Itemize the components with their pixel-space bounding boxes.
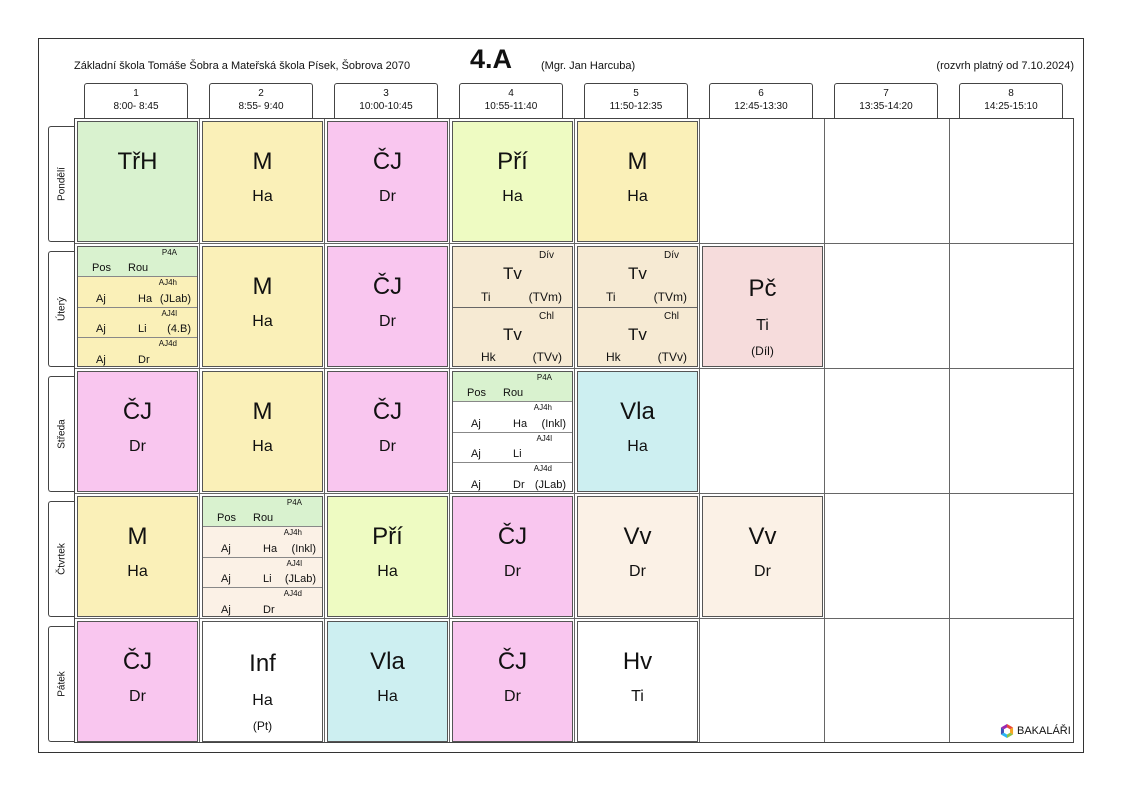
period-time: 13:35-14:20 (859, 101, 913, 112)
group-lesson[interactable] (78, 277, 197, 307)
lesson-card[interactable] (327, 371, 448, 492)
lesson-teacher: Ha (252, 313, 273, 330)
school-name: Základní škola Tomáše Šobra a Mateřská škola Písek, Šobrova 2070 (74, 60, 411, 72)
class-teacher: (Mgr. Jan Harcuba) (541, 60, 636, 72)
grid-cell (700, 619, 825, 742)
grid-cell (700, 119, 825, 244)
lesson-card[interactable] (327, 246, 448, 367)
period-header-3 (334, 83, 438, 118)
group-name: Dív (539, 250, 554, 261)
lesson-card[interactable] (202, 121, 323, 242)
lesson-subject: Tv (503, 264, 522, 283)
lesson-teacher: Ha (127, 563, 148, 580)
lesson-subject: Vv (748, 523, 777, 550)
grid-cell (700, 369, 825, 494)
grid-cell (950, 494, 1073, 619)
lesson-teacher: Ha (377, 563, 398, 580)
group-name: AJ4d (158, 338, 177, 348)
lesson-teacher: Ha (377, 688, 398, 705)
lesson-teacher: Ti (481, 290, 491, 304)
lesson-teacher: Li (263, 572, 272, 585)
group-name: AJ4d (533, 463, 552, 473)
lesson-teacher: Dr (129, 688, 146, 705)
bakalari-hexagon-icon (1000, 723, 1014, 739)
period-number: 5 (633, 88, 639, 99)
lesson-subject: M (627, 148, 648, 175)
lesson-room: (JLab) (534, 479, 566, 491)
lesson-room: (TVv) (657, 350, 687, 364)
lesson-subject: Pří (372, 523, 403, 550)
lesson-teacher: Li (513, 447, 522, 460)
lesson-subject: Hv (622, 648, 653, 675)
lesson-subject: Aj (471, 417, 481, 430)
lesson-subject: Pč (748, 275, 777, 302)
period-time: 8:00- 8:45 (113, 101, 159, 112)
period-time: 8:55- 9:40 (238, 101, 284, 112)
lesson-room: (TVv) (532, 350, 562, 364)
lesson-teacher: Ha (252, 692, 273, 709)
period-header-6 (709, 83, 813, 118)
group-lesson[interactable] (453, 463, 572, 492)
lesson-teacher: Dr (629, 563, 646, 580)
day-label-4 (48, 501, 74, 617)
grid-cell (950, 369, 1073, 494)
lesson-card[interactable] (452, 496, 573, 617)
lesson-card[interactable] (77, 621, 198, 742)
lesson-card[interactable] (452, 121, 573, 242)
group-lesson[interactable] (203, 588, 322, 617)
lesson-room: (JLab) (284, 572, 316, 585)
lesson-subject: ČJ (497, 523, 528, 550)
period-number: 1 (133, 88, 139, 99)
lesson-subject: ČJ (497, 648, 528, 675)
lesson-subject: Aj (96, 292, 106, 305)
lesson-room: (Inkl) (541, 417, 566, 430)
lesson-room: (Inkl) (291, 542, 316, 555)
group-lesson[interactable] (453, 402, 572, 432)
day-name: Pondělí (56, 167, 67, 201)
group-name: P4A (161, 248, 177, 257)
lesson-teacher: Ti (756, 317, 769, 334)
day-name: Čtvrtek (56, 543, 67, 575)
validity-note: (rozvrh platný od 7.10.2024) (936, 60, 1074, 72)
lesson-teacher: Hk (481, 350, 496, 364)
lesson-card[interactable] (577, 371, 698, 492)
period-number: 6 (758, 88, 764, 99)
group-name: AJ4l (286, 558, 302, 568)
lesson-subject: Tv (628, 264, 647, 283)
period-header-4 (459, 83, 563, 118)
lesson-card[interactable] (577, 621, 698, 742)
lesson-card[interactable] (202, 496, 323, 617)
group-name: AJ4l (161, 308, 177, 318)
group-name: AJ4h (283, 528, 302, 538)
lesson-card[interactable] (577, 121, 698, 242)
lesson-teacher: Dr (129, 438, 146, 455)
lesson-subject: Pos (92, 262, 111, 275)
lesson-subject: Pos (217, 512, 236, 525)
day-name: Pátek (56, 671, 67, 697)
lesson-card[interactable] (77, 246, 198, 367)
lesson-subject: ČJ (372, 273, 403, 300)
lesson-room: (Díl) (751, 344, 774, 358)
lesson-half[interactable] (453, 307, 572, 367)
lesson-card[interactable] (202, 621, 323, 742)
lesson-subject: Tv (503, 325, 522, 344)
lesson-subject: Vla (370, 648, 405, 675)
group-lesson[interactable] (203, 527, 322, 557)
lesson-teacher: Dr (504, 563, 521, 580)
day-name: Středa (56, 419, 67, 449)
group-name: P4A (286, 498, 302, 507)
lesson-teacher: Dr (138, 354, 150, 366)
grid-cell (950, 244, 1073, 369)
lesson-half[interactable] (578, 307, 697, 367)
lesson-card[interactable] (577, 246, 698, 367)
group-lesson[interactable] (78, 338, 197, 367)
lesson-room: (Pt) (252, 719, 273, 733)
day-name: Úterý (56, 297, 67, 321)
lesson-room: (TVm) (653, 290, 687, 304)
lesson-card[interactable] (452, 371, 573, 492)
lesson-subject: M (252, 273, 273, 300)
lesson-teacher: Ha (513, 417, 528, 430)
period-time: 12:45-13:30 (734, 101, 788, 112)
grid-cell (825, 244, 950, 369)
lesson-teacher: Li (138, 322, 147, 335)
lesson-subject: ČJ (122, 398, 153, 425)
lesson-half[interactable] (578, 247, 697, 307)
lesson-card[interactable] (77, 496, 198, 617)
lesson-room: (4.B) (167, 322, 191, 335)
grid-cell (825, 119, 950, 244)
lesson-subject: Vv (623, 523, 652, 550)
group-lesson[interactable] (78, 308, 197, 338)
lesson-teacher: Dr (263, 604, 275, 616)
period-header-2 (209, 83, 313, 118)
group-lesson[interactable] (203, 497, 322, 527)
lesson-subject: Aj (471, 479, 481, 491)
day-label-5 (48, 626, 74, 742)
lesson-subject: M (127, 523, 148, 550)
group-name: Chl (538, 311, 554, 322)
lesson-teacher: Dr (754, 563, 771, 580)
group-name: AJ4l (536, 433, 552, 443)
lesson-teacher: Dr (379, 438, 396, 455)
lesson-card[interactable] (702, 246, 823, 367)
lesson-subject: Vla (620, 398, 655, 425)
group-lesson[interactable] (453, 433, 572, 463)
logo-text: BAKALÁŘI (1017, 725, 1071, 737)
lesson-card[interactable] (202, 371, 323, 492)
lesson-teacher: Ha (138, 292, 153, 305)
lesson-subject: Aj (96, 354, 106, 366)
lesson-subject: Pos (467, 387, 486, 400)
lesson-card[interactable] (77, 121, 198, 242)
group-name: Chl (663, 311, 679, 322)
lesson-subject: Aj (221, 542, 231, 555)
lesson-teacher: Ha (502, 188, 523, 205)
lesson-subject: ČJ (372, 148, 403, 175)
period-header-1 (84, 83, 188, 118)
grid-cell (825, 369, 950, 494)
lesson-teacher: Rou (253, 512, 274, 525)
period-number: 3 (383, 88, 389, 99)
group-name: AJ4h (158, 278, 177, 288)
bakalari-logo (1000, 723, 1071, 739)
lesson-room: (TVm) (528, 290, 562, 304)
lesson-half[interactable] (453, 247, 572, 307)
lesson-teacher: Ha (252, 438, 273, 455)
lesson-teacher: Ha (627, 438, 648, 455)
lesson-subject: TřH (117, 148, 158, 175)
lesson-subject: M (252, 398, 273, 425)
lesson-subject: Aj (221, 572, 231, 585)
group-lesson[interactable] (453, 372, 572, 402)
period-header-7 (834, 83, 938, 118)
grid-cell (825, 619, 950, 742)
lesson-card[interactable] (702, 496, 823, 617)
lesson-teacher: Ha (252, 188, 273, 205)
lesson-subject: Aj (471, 447, 481, 460)
grid-cell (825, 494, 950, 619)
period-number: 7 (883, 88, 889, 99)
lesson-card[interactable] (202, 246, 323, 367)
lesson-subject: Aj (96, 322, 106, 335)
timetable-grid (74, 118, 1074, 743)
lesson-teacher: Ha (263, 542, 278, 555)
lesson-subject: M (252, 148, 273, 175)
lesson-teacher: Dr (379, 188, 396, 205)
group-name: AJ4h (533, 403, 552, 413)
lesson-subject: Aj (221, 604, 231, 616)
lesson-card[interactable] (452, 246, 573, 367)
lesson-teacher: Dr (379, 313, 396, 330)
lesson-subject: Inf (249, 650, 276, 677)
lesson-subject: ČJ (122, 648, 153, 675)
period-header-5 (584, 83, 688, 118)
lesson-teacher: Hk (606, 350, 621, 364)
lesson-room: (JLab) (159, 292, 191, 305)
period-time: 10:55-11:40 (484, 101, 538, 112)
period-time: 11:50-12:35 (609, 101, 663, 112)
lesson-subject: ČJ (372, 398, 403, 425)
group-name: AJ4d (283, 588, 302, 598)
lesson-subject: Pří (497, 148, 528, 175)
lesson-teacher: Rou (128, 262, 149, 275)
period-number: 4 (508, 88, 514, 99)
period-header-8 (959, 83, 1063, 118)
lesson-teacher: Ti (606, 290, 616, 304)
period-number: 2 (258, 88, 264, 99)
group-lesson[interactable] (203, 558, 322, 588)
period-time: 10:00-10:45 (359, 101, 413, 112)
lesson-teacher: Ha (627, 188, 648, 205)
class-name: 4.A (470, 44, 513, 74)
lesson-card[interactable] (577, 496, 698, 617)
lesson-card[interactable] (452, 621, 573, 742)
lesson-card[interactable] (327, 621, 448, 742)
lesson-teacher: Ti (631, 688, 644, 705)
group-lesson[interactable] (78, 247, 197, 277)
lesson-teacher: Rou (503, 387, 524, 400)
lesson-teacher: Dr (504, 688, 521, 705)
lesson-card[interactable] (327, 121, 448, 242)
lesson-card[interactable] (327, 496, 448, 617)
group-name: Dív (664, 250, 679, 261)
day-label-2 (48, 251, 74, 367)
day-label-3 (48, 376, 74, 492)
grid-cell (950, 119, 1073, 244)
lesson-subject: Tv (628, 325, 647, 344)
group-name: P4A (536, 373, 552, 382)
lesson-teacher: Dr (513, 479, 525, 491)
day-label-1 (48, 126, 74, 242)
period-number: 8 (1008, 88, 1014, 99)
period-time: 14:25-15:10 (984, 101, 1038, 112)
lesson-card[interactable] (77, 371, 198, 492)
